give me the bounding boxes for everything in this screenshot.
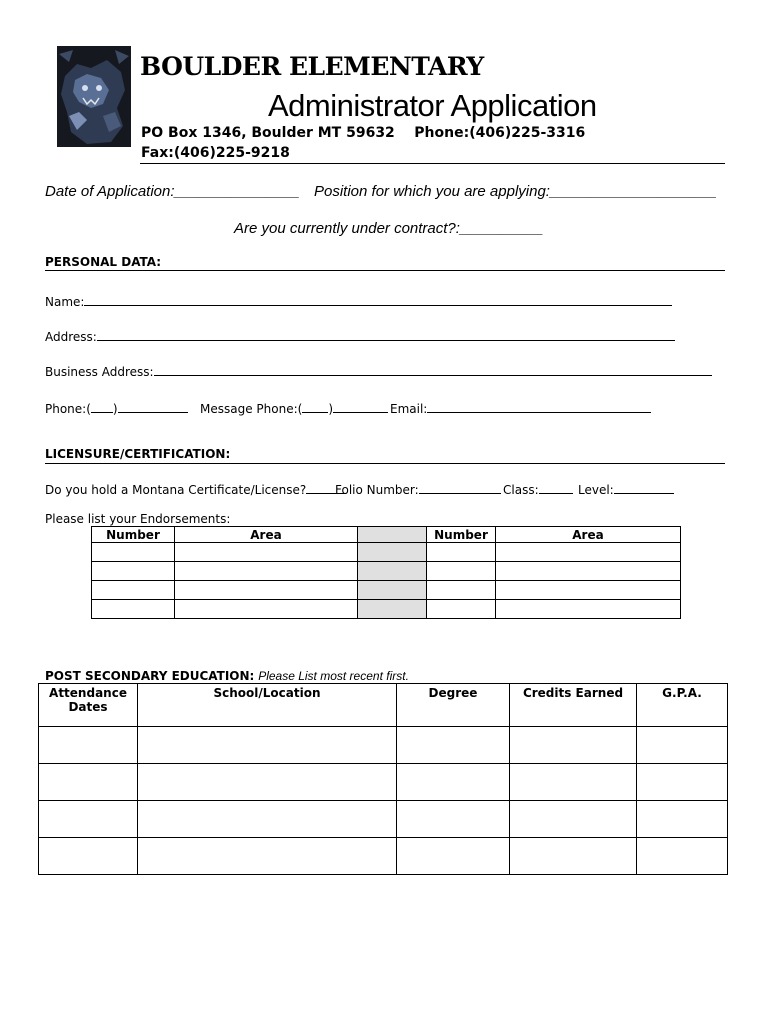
table-cell[interactable] (92, 562, 175, 581)
table-cell (358, 581, 427, 600)
phone-label: Phone:( (45, 402, 91, 416)
table-cell[interactable] (496, 543, 681, 562)
education-heading: POST SECONDARY EDUCATION: (45, 669, 255, 683)
message-phone-area-code-line[interactable] (302, 400, 328, 413)
business-address-line[interactable] (154, 363, 712, 376)
fax-line: Fax:(406)225-9218 (141, 145, 290, 161)
table-cell (358, 562, 427, 581)
education-col-school-location: School/Location (138, 684, 397, 727)
school-logo-panther (57, 46, 131, 147)
endorsements-table (91, 526, 681, 619)
folio-number-field[interactable] (335, 481, 501, 497)
message-phone-number-line[interactable] (333, 400, 388, 413)
table-cell[interactable] (92, 600, 175, 619)
education-col-credits-earned: Credits Earned (510, 684, 637, 727)
table-cell[interactable] (138, 764, 397, 801)
position-applying-field[interactable]: Position for which you are applying:____________________ (314, 183, 717, 200)
table-cell[interactable] (510, 838, 637, 875)
endorsements-col-spacer (358, 527, 427, 543)
education-col-gpa: G.P.A. (637, 684, 728, 727)
table-cell (358, 600, 427, 619)
folio-number-label: Folio Number: (335, 483, 419, 497)
table-cell[interactable] (510, 764, 637, 801)
table-cell[interactable] (138, 801, 397, 838)
table-cell[interactable] (92, 581, 175, 600)
table-row (92, 543, 681, 562)
table-cell[interactable] (427, 562, 496, 581)
table-cell[interactable] (397, 727, 510, 764)
name-field[interactable] (45, 293, 672, 309)
level-line[interactable] (614, 481, 674, 494)
address-label: Address: (45, 330, 97, 344)
table-cell (358, 543, 427, 562)
address-field[interactable] (45, 328, 675, 344)
education-col-degree: Degree (397, 684, 510, 727)
table-row (92, 600, 681, 619)
table-cell[interactable] (175, 543, 358, 562)
table-row (39, 838, 728, 875)
table-cell[interactable] (39, 764, 138, 801)
form-title: Administrator Application (268, 88, 597, 123)
endorsements-header-row (92, 527, 681, 543)
name-label: Name: (45, 295, 85, 309)
phone-paren: ) (112, 402, 118, 416)
endorsements-col-area-1: Area (175, 527, 358, 543)
table-cell[interactable] (138, 727, 397, 764)
montana-certificate-label: Do you hold a Montana Certificate/License? (45, 483, 307, 497)
business-address-field[interactable] (45, 363, 712, 379)
table-row (39, 727, 728, 764)
email-line[interactable] (427, 400, 651, 413)
table-cell[interactable] (427, 543, 496, 562)
table-cell[interactable] (397, 764, 510, 801)
table-row (92, 581, 681, 600)
education-table (38, 683, 728, 875)
phone-number-line[interactable] (118, 400, 188, 413)
personal-data-heading: PERSONAL DATA: (45, 255, 162, 269)
endorsements-col-number-1: Number (92, 527, 175, 543)
table-cell[interactable] (92, 543, 175, 562)
level-label: Level: (578, 483, 614, 497)
table-cell[interactable] (496, 600, 681, 619)
table-row (39, 801, 728, 838)
table-cell[interactable] (138, 838, 397, 875)
licensure-divider (45, 463, 725, 464)
education-heading-line (45, 669, 409, 683)
endorsements-col-area-2: Area (496, 527, 681, 543)
table-cell[interactable] (39, 727, 138, 764)
table-cell[interactable] (510, 727, 637, 764)
under-contract-field[interactable]: Are you currently under contract?:__________ (234, 220, 544, 237)
phone-field[interactable] (45, 400, 188, 416)
message-phone-label: Message Phone:( (200, 402, 303, 416)
header-divider (140, 163, 725, 164)
table-cell[interactable] (397, 801, 510, 838)
table-cell[interactable] (496, 581, 681, 600)
business-address-label: Business Address: (45, 365, 154, 379)
table-cell[interactable] (510, 801, 637, 838)
name-line[interactable] (84, 293, 672, 306)
table-cell[interactable] (175, 581, 358, 600)
table-cell[interactable] (175, 600, 358, 619)
table-cell[interactable] (39, 801, 138, 838)
class-field[interactable] (503, 481, 573, 497)
email-field[interactable] (390, 400, 651, 416)
education-note: Please List most recent first. (258, 669, 409, 683)
table-cell[interactable] (637, 764, 728, 801)
table-cell[interactable] (496, 562, 681, 581)
date-of-application-field[interactable]: Date of Application:_______________ (45, 183, 300, 200)
table-row (39, 764, 728, 801)
message-phone-paren: ) (328, 402, 333, 416)
address-line[interactable] (97, 328, 675, 341)
table-cell[interactable] (427, 581, 496, 600)
table-cell[interactable] (637, 801, 728, 838)
licensure-heading: LICENSURE/CERTIFICATION: (45, 447, 231, 461)
school-name: BOULDER ELEMENTARY (140, 52, 484, 81)
table-cell[interactable] (39, 838, 138, 875)
education-col-attendance-dates: Attendance Dates (39, 684, 138, 727)
table-cell[interactable] (427, 600, 496, 619)
address-phone-line: PO Box 1346, Boulder MT 59632 Phone:(406)225-3316 (141, 125, 586, 141)
phone-area-code-line[interactable] (91, 400, 113, 413)
table-row (92, 562, 681, 581)
class-label: Class: (503, 483, 539, 497)
table-cell[interactable] (637, 838, 728, 875)
message-phone-field[interactable] (200, 400, 388, 416)
montana-certificate-field[interactable] (45, 481, 346, 497)
level-field[interactable] (578, 481, 674, 497)
table-cell[interactable] (175, 562, 358, 581)
endorsements-label: Please list your Endorsements: (45, 512, 231, 526)
table-cell[interactable] (637, 727, 728, 764)
folio-number-line[interactable] (419, 481, 501, 494)
endorsements-col-number-2: Number (427, 527, 496, 543)
class-line[interactable] (539, 481, 573, 494)
personal-data-divider (45, 270, 725, 271)
education-header-row (39, 684, 728, 727)
email-label: Email: (390, 402, 428, 416)
table-cell[interactable] (397, 838, 510, 875)
